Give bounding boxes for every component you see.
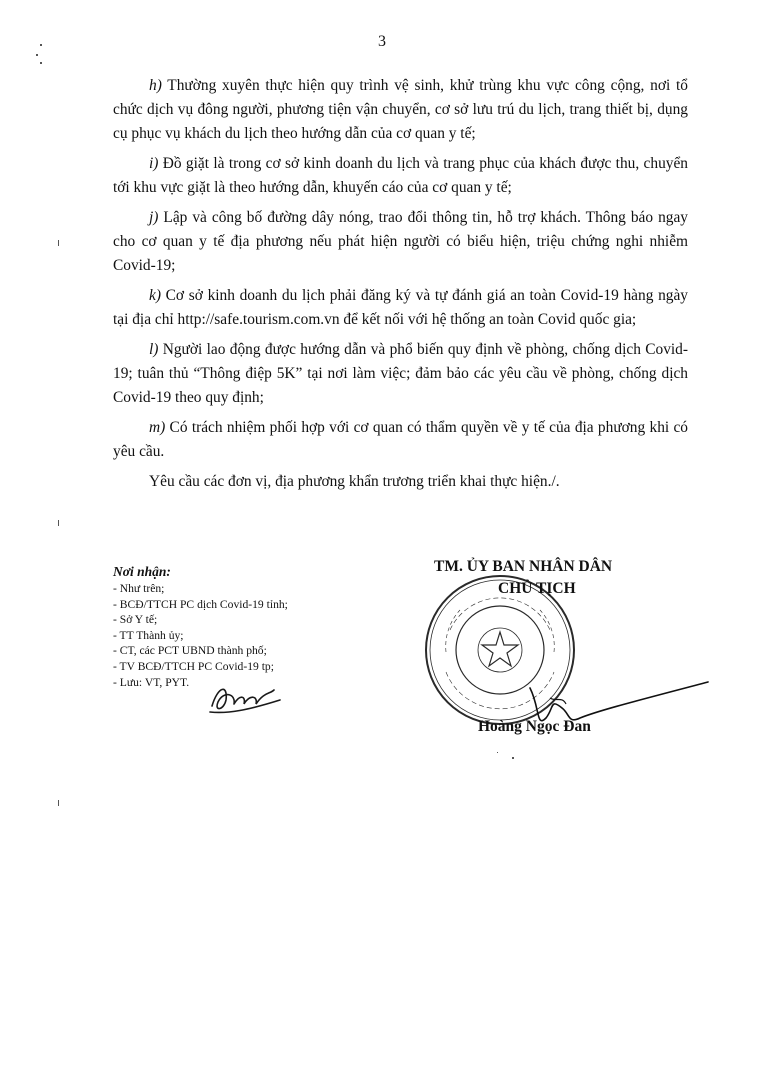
item-text: Đồ giặt là trong cơ sở kinh doanh du lịch và trang phục của khách được thu, chuyển tới khu vực giặt là theo hướng dẫn, khuyến cáo của cơ quan y tế;	[113, 155, 688, 196]
initials-signature	[208, 676, 288, 716]
item-text: Cơ sở kinh doanh du lịch phải đăng ký và tự đánh giá an toàn Covid-19 hàng ngày tại địa chỉ http://safe.tourism.com.vn để kết nối với hệ thống an toàn Covid quốc gia;	[113, 287, 688, 328]
scan-speck	[36, 54, 38, 56]
scan-speck	[58, 800, 59, 806]
recipient-item: - CT, các PCT UBND thành phố;	[113, 644, 267, 658]
item-label: j)	[149, 209, 159, 226]
scan-speck	[58, 240, 59, 246]
item-text: Lập và công bố đường dây nóng, trao đổi thông tin, hỗ trợ khách. Thông báo ngay cho cơ quan y tế địa phương nếu phát hiện người có biểu hiện, triệu chứng nghi nhiễm Covid-19;	[113, 209, 688, 274]
recipient-item: - Lưu: VT, PYT.	[113, 675, 190, 689]
item-label: k)	[149, 287, 161, 304]
item-label: l)	[149, 341, 159, 358]
scan-speck	[40, 62, 42, 64]
recipients-block	[113, 563, 413, 690]
signer-name: Hoàng Ngọc Đan	[478, 718, 591, 735]
recipients-heading: Nơi nhận:	[113, 564, 171, 579]
signature-authority-title: TM. ỦY BAN NHÂN DÂN	[434, 558, 613, 575]
scan-speck	[58, 520, 59, 526]
document-body	[113, 74, 688, 500]
recipient-item: - TV BCĐ/TTCH PC Covid-19 tp;	[113, 659, 274, 673]
closing-statement: Yêu cầu các đơn vị, địa phương khẩn trương triển khai thực hiện./.	[149, 473, 560, 490]
scan-speck	[40, 44, 42, 46]
item-label: h)	[149, 77, 162, 94]
scan-speck	[512, 757, 514, 759]
signature-block	[420, 558, 680, 748]
item-text: Có trách nhiệm phối hợp với cơ quan có thẩm quyền về y tế của địa phương khi có yêu cầu.	[113, 419, 688, 460]
signature-position: CHỦ TỊCH	[498, 580, 576, 597]
paragraph-j	[113, 206, 688, 278]
paragraph-k	[113, 284, 688, 332]
recipient-item: - BCĐ/TTCH PC dịch Covid-19 tỉnh;	[113, 597, 288, 611]
paragraph-m	[113, 416, 688, 464]
page-number: 3	[378, 33, 386, 50]
paragraph-l	[113, 338, 688, 410]
recipients-list	[113, 581, 413, 690]
recipient-item: - TT Thành ủy;	[113, 628, 184, 642]
item-label: i)	[149, 155, 159, 172]
item-text: Thường xuyên thực hiện quy trình vệ sinh, khử trùng khu vực công cộng, nơi tổ chức dịch vụ đông người, phương tiện vận chuyển, cơ sở lưu trú du lịch, trang thiết bị, dụng cụ phục vụ khách du lịch theo hướng dẫn của cơ quan y tế;	[113, 77, 688, 142]
paragraph-i	[113, 152, 688, 200]
recipient-item: - Như trên;	[113, 582, 165, 595]
item-label: m)	[149, 419, 166, 436]
paragraph-h	[113, 74, 688, 146]
item-text: Người lao động được hướng dẫn và phổ biến quy định về phòng, chống dịch Covid-19; tuân thủ “Thông điệp 5K” tại nơi làm việc; đảm bảo các yêu cầu về phòng, chống dịch Covid-19 theo quy định;	[113, 341, 688, 406]
recipient-item: - Sở Y tế;	[113, 613, 158, 627]
scan-speck	[497, 752, 498, 753]
